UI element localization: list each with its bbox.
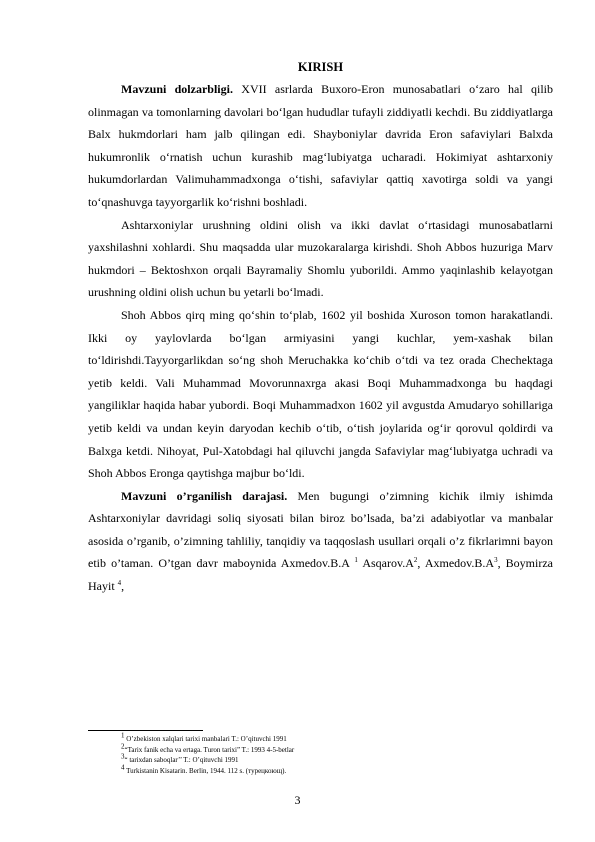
footnote-ref-4[interactable]: 4: [117, 579, 122, 588]
footnotes: [88, 730, 553, 776]
footnote-ref-3[interactable]: 3: [494, 556, 498, 565]
study-level-heading: Mavzuni o’rganilish darajasi.: [121, 488, 288, 503]
page-title: KIRISH: [297, 60, 344, 74]
page-number: 3: [294, 793, 301, 807]
paragraph-campaign: Shoh Abbos qirq ming qo‘shin to‘plab, 1602 yil boshida Xuroson tomon harakatlandi. Ikki oy yaylovlarda bo‘lgan armiyasini yangi kuchlar, yem-xashak bilan to‘ldirishdi.Tayyorgarlikdan so‘ng shoh Meruchakka ko‘chib o‘tdi va tez orada Chechektaga yetib keldi. Vali Muhammad Movorunnaxrga akasi Boqi Muhammadxonga bu haqdagi yangiliklar haqida habar yubordi. Boqi Muhammadxon 1602 yil avgustda Amudaryo sohillariga yetib keldi va undan keyin daryodan kechib o‘tib, o‘tish joylarida og‘ir qorovul qoldirdi va Balxga ketdi. Nihoyat, Pul-Xatobdagi hal qiluvchi jangda Safaviylar mag‘lubiyatga uchradi va Shoh Abbos Eronga qaytishga majbur bo‘ldi.: [88, 307, 553, 481]
footnote-3: $^3$“ tarixdan saboqlar’’ T.: O’qituvchi 1991: [121, 752, 239, 764]
footnote-ref-1[interactable]: 1: [354, 556, 358, 565]
footnote-4: $^4$ Turkistanin Kisatarin. Berlin, 1944. 112 s. (турецкоющ).: [121, 763, 287, 775]
footnote-2: $^2$“Tarix fanik echa va ertaga. Turon tarixi” T.: 1993 4-5-betlar: [121, 742, 295, 754]
paragraph-study-level: Mavzuni o’rganilish darajasi. Men bugungi o’zimning kichik ilmiy ishimda Ashtarxoniylar davridagi soliq siyosati bilan biroz bo’lsada, ba’zi adabiyotlar va manbalar asosida o’rganib, o’zimning tahliliy, tanqidiy va taqqoslash usullari orqali o’z fikrlarimni bayon etib o’taman. O’tgan davr maboynida Axmedov.B.A $^1$ $Asqarov.A^2$, $Axmedov.B.A^3$, Boymirza Hayit $^4$,: [88, 488, 553, 594]
relevance-heading: Mavzuni dolzarbligi.: [121, 82, 233, 96]
footnote-ref-2[interactable]: 2: [413, 556, 418, 565]
page-body: [88, 56, 553, 598]
footnote-1: $^1$ O’zbekiston xalqlari tarixi manbalari T.: O’qituvchi 1991: [121, 731, 287, 743]
relevance-text: XVII asrlarda Buxoro-Eron munosabatlari o‘zaro hal qilib olinmagan va tomonlarning davolari bo‘lgan hududlar tufayli ziddiyatli kechdi. Bu ziddiyatlarga Balx hukmdorlari ham jalb qilingan edi. Shayboniylar davrida Eron safaviylari Balxda hukumronlik o‘rnatish uchun kurashib mag‘lubiyatga ucharadi. Hokimiyat ashtarxoniy hukumdorlardan Valimuhammadxonga o‘tishi, safaviylar qattiq xavotirga soldi va yangi to‘qnashuvga tayyorgarlik ko‘rishni boshladi.: [88, 82, 553, 209]
footnote-divider: [88, 730, 203, 731]
paragraph-relevance: [88, 78, 553, 214]
paragraph-negotiations: Ashtarxoniylar urushning oldini olish va ikki davlat o‘rtasidagi munosabatlarni yaxshilashni xohlardi. Shu maqsadda ular muzokaralarga kirishdi. Shoh Abbos huzuriga Marv hukmdori – Bektoshxon orqali Bayramaliy Shomlu yuborildi. Ammo yaqinlashib kelayotgan urushning oldini olish uchun bu yetarli bo‘lmadi.: [88, 217, 553, 300]
